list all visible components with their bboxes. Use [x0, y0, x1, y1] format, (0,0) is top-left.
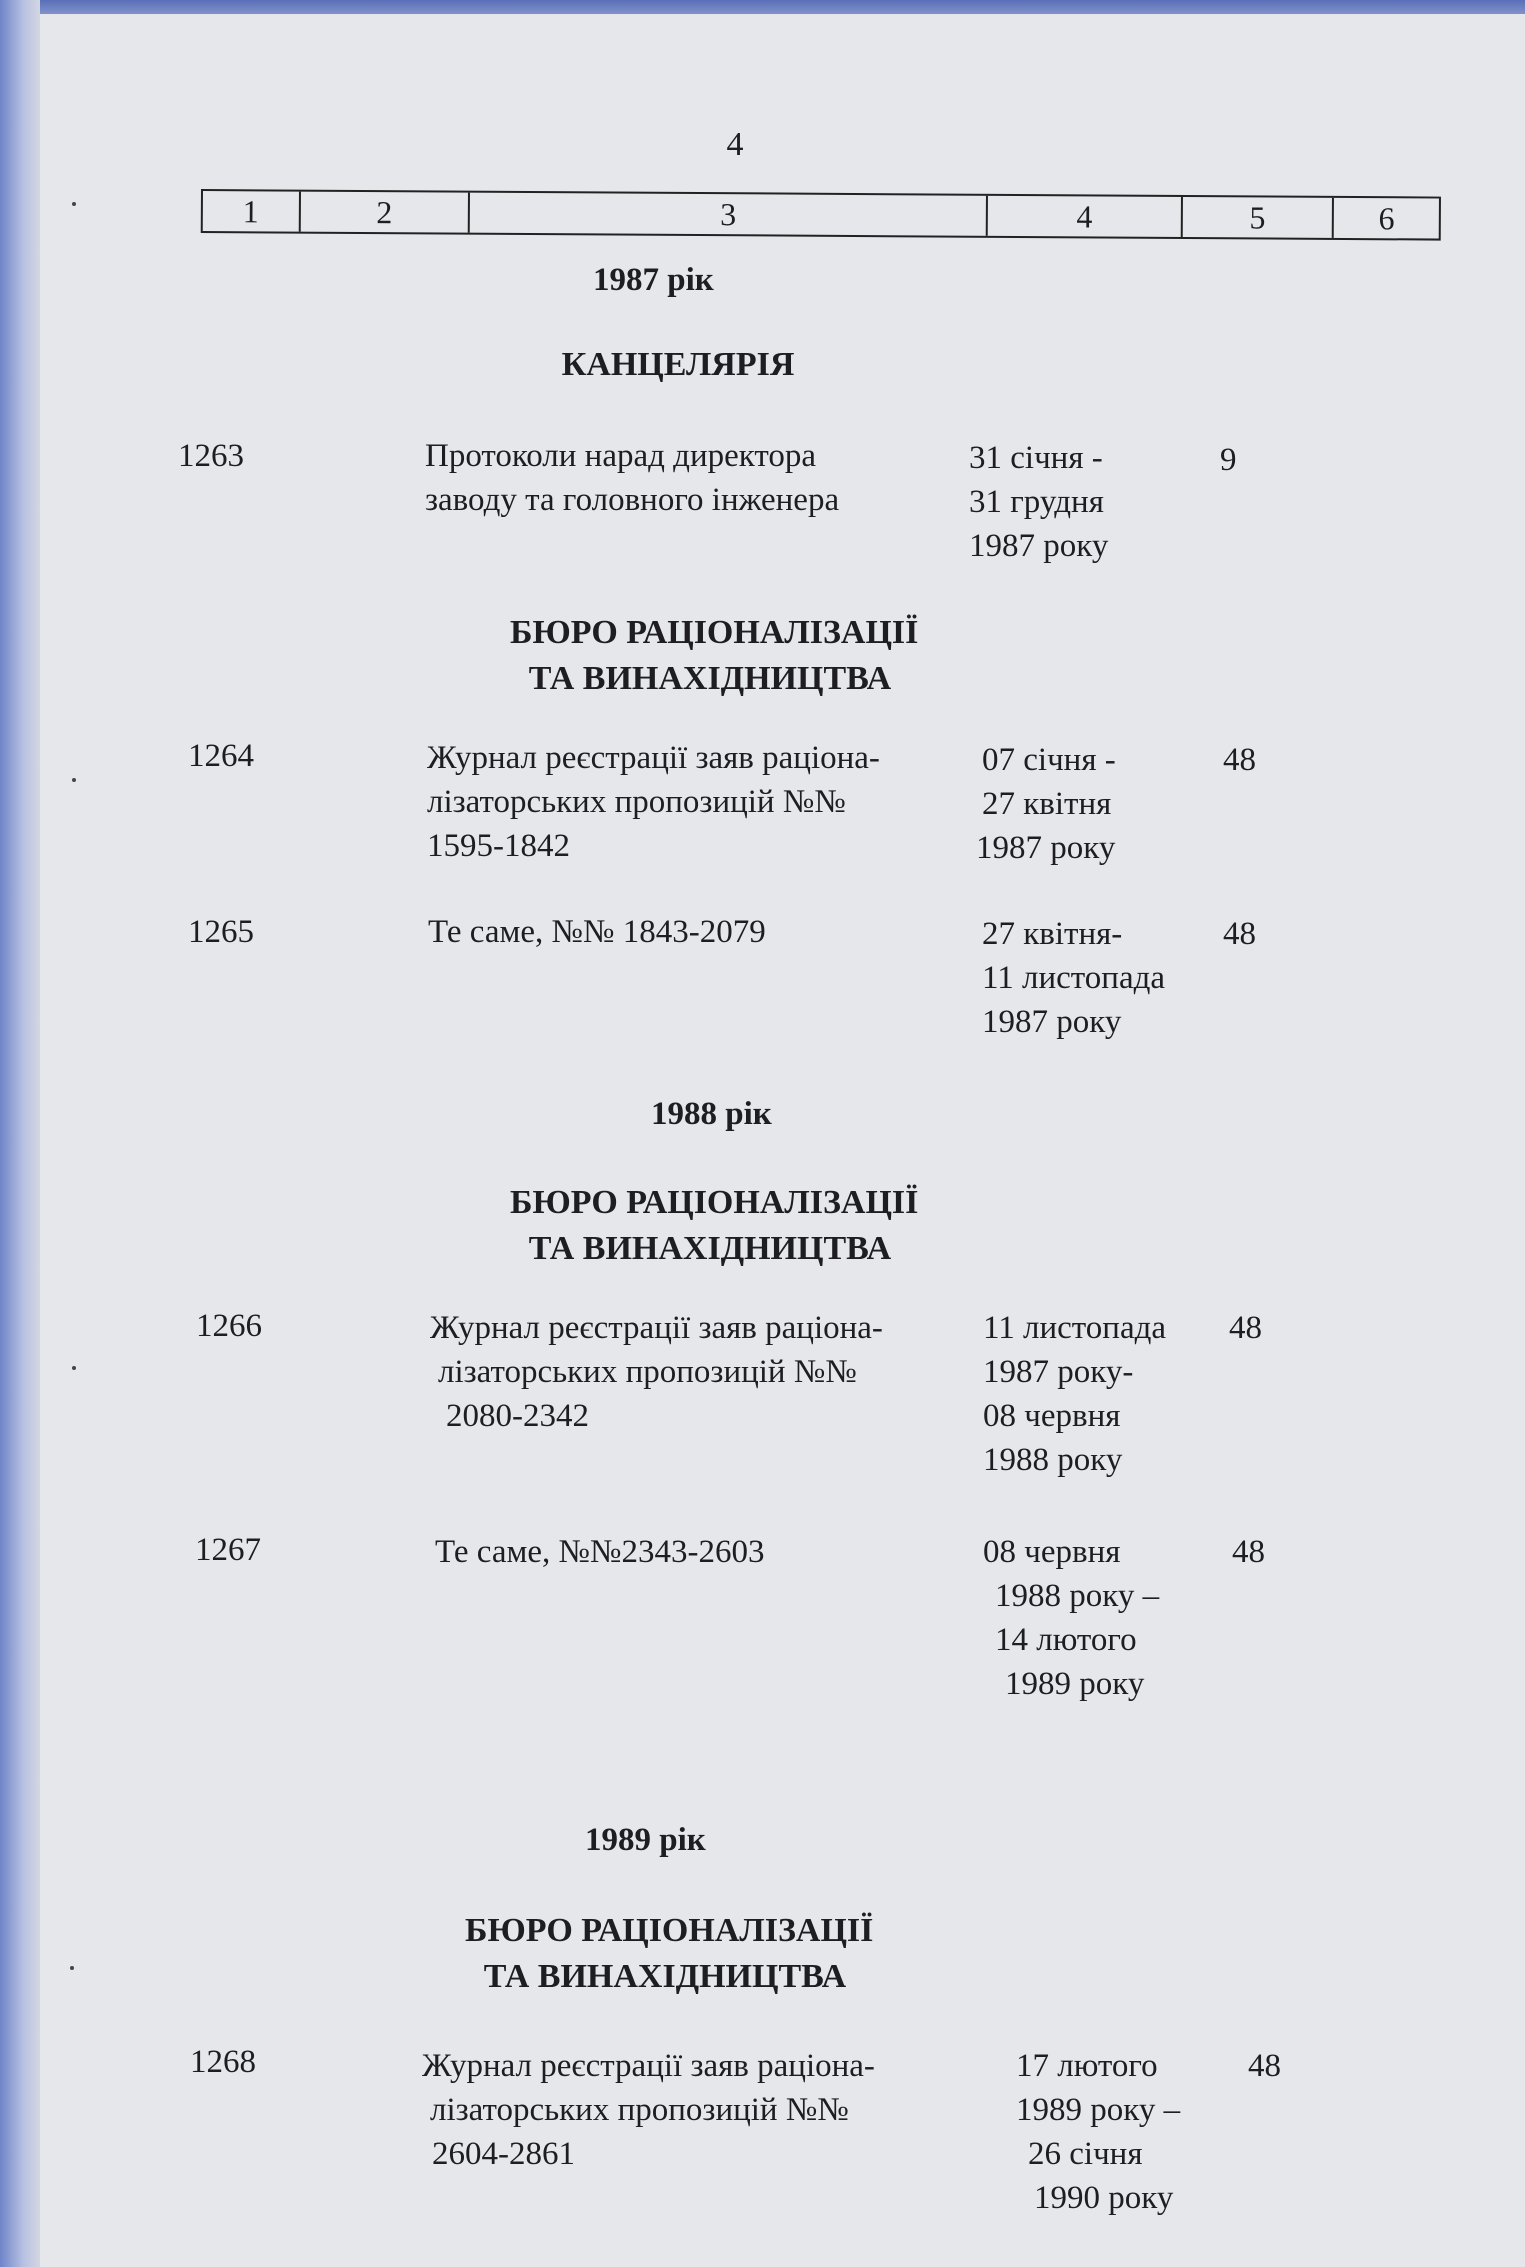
- entry-title-line: Журнал реєстрації заяв раціона-: [422, 2048, 875, 2084]
- section-heading-buro-1989: [465, 1908, 874, 2000]
- entry-date-line: 1989 року –: [1016, 2092, 1181, 2128]
- year-heading-1988: 1988 рік: [651, 1096, 772, 1132]
- entry-date-line: 14 лютого: [995, 1622, 1137, 1658]
- section-heading-line: БЮРО РАЦІОНАЛІЗАЦІЇ: [465, 1912, 874, 1949]
- entry-number: 1268: [190, 2044, 256, 2080]
- entry-title-line: лізаторських пропозицій №№: [430, 2092, 849, 2128]
- entry-date-line: 1988 року: [983, 1442, 1123, 1478]
- column-header-2: 2: [300, 192, 470, 233]
- entry-dates: [982, 912, 1165, 1044]
- entry-date-line: 1989 року: [1005, 1666, 1145, 1702]
- entry-title-line: Те саме, №№ 1843-2079: [428, 914, 766, 950]
- entry-date-line: 31 січня -: [969, 440, 1103, 476]
- document-page: [40, 14, 1525, 2267]
- entry-pages: 48: [1248, 2048, 1281, 2084]
- entry-title: [435, 1530, 764, 1574]
- entry-pages: 48: [1223, 916, 1256, 952]
- section-heading-line: ТА ВИНАХІДНИЦТВА: [528, 659, 892, 697]
- entry-title: [427, 736, 880, 868]
- section-heading-line: БЮРО РАЦІОНАЛІЗАЦІЇ: [510, 1184, 919, 1221]
- entry-title-line: 2604-2861: [432, 2136, 575, 2172]
- entry-date-line: 08 червня: [983, 1398, 1121, 1434]
- section-heading-buro-1987: [510, 610, 919, 702]
- column-header-1: 1: [203, 191, 301, 232]
- entry-date-line: 07 січня -: [982, 742, 1116, 778]
- entry-number: 1266: [196, 1308, 262, 1344]
- entry-title-line: Журнал реєстрації заяв раціона-: [430, 1310, 883, 1346]
- entry-title-line: лізаторських пропозицій №№: [438, 1354, 857, 1390]
- entry-date-line: 11 листопада: [982, 960, 1166, 996]
- margin-dot: [72, 778, 76, 782]
- entry-date-line: 08 червня: [983, 1534, 1121, 1570]
- margin-dot: [72, 1366, 76, 1370]
- column-header-5: 5: [1183, 197, 1335, 238]
- entry-date-line: 31 грудня: [969, 484, 1104, 520]
- entry-dates: [976, 738, 1116, 870]
- column-header-4: 4: [988, 196, 1183, 237]
- entry-date-line: 11 листопада: [983, 1310, 1167, 1346]
- entry-title-line: лізаторських пропозицій №№: [427, 784, 846, 820]
- binding-edge: [0, 0, 40, 2267]
- entry-date-line: 1987 року: [969, 528, 1109, 564]
- entry-dates: [1016, 2044, 1180, 2220]
- entry-date-line: 1988 року –: [995, 1578, 1160, 1614]
- entry-date-line: 1987 року: [976, 830, 1116, 866]
- section-heading-buro-1988: [510, 1180, 919, 1272]
- entry-date-line: 1987 року-: [983, 1354, 1134, 1390]
- margin-dot: [72, 202, 76, 206]
- entry-dates: [983, 1530, 1159, 1706]
- page-number: 4: [726, 126, 744, 163]
- entry-title-line: 1595-1842: [427, 828, 570, 864]
- entry-title-line: Протоколи нарад директора: [425, 438, 817, 474]
- entry-date-line: 26 січня: [1028, 2136, 1143, 2172]
- entry-date-line: 27 квітня-: [982, 916, 1123, 952]
- entry-number: 1267: [195, 1532, 261, 1568]
- entry-date-line: 27 квітня: [982, 786, 1112, 822]
- entry-title-line: Журнал реєстрації заяв раціона-: [427, 740, 880, 776]
- entry-number: 1263: [178, 438, 244, 474]
- column-header-row: [201, 189, 1441, 241]
- column-header-3: 3: [470, 193, 989, 236]
- entry-title: [425, 434, 839, 522]
- entry-pages: 9: [1220, 442, 1237, 478]
- entry-title-line: 2080-2342: [446, 1398, 589, 1434]
- margin-dot: [70, 1966, 74, 1970]
- entry-pages: 48: [1229, 1310, 1262, 1346]
- entry-pages: 48: [1223, 742, 1256, 778]
- section-heading-kanceliariia: [528, 342, 828, 388]
- entry-pages: 48: [1232, 1534, 1265, 1570]
- entry-dates: [983, 1306, 1166, 1482]
- entry-dates: [969, 436, 1108, 568]
- year-heading-1987: 1987 рік: [593, 262, 714, 298]
- entry-title: [428, 910, 766, 954]
- section-heading-line: ТА ВИНАХІДНИЦТВА: [483, 1957, 847, 1995]
- entry-number: 1264: [188, 738, 254, 774]
- entry-title-line: Те саме, №№2343-2603: [435, 1534, 765, 1570]
- entry-number: 1265: [188, 914, 254, 950]
- entry-date-line: 17 лютого: [1016, 2048, 1158, 2084]
- entry-title-line: заводу та головного інженера: [425, 482, 840, 518]
- section-heading-line: БЮРО РАЦІОНАЛІЗАЦІЇ: [510, 614, 919, 651]
- entry-date-line: 1990 року: [1034, 2180, 1174, 2216]
- column-header-6: 6: [1378, 200, 1395, 237]
- entry-title: [430, 1306, 883, 1438]
- entry-date-line: 1987 року: [982, 1004, 1122, 1040]
- year-heading-1989: 1989 рік: [585, 1822, 706, 1858]
- section-heading-line: КАНЦЕЛЯРІЯ: [561, 346, 795, 383]
- entry-title: [422, 2044, 875, 2176]
- section-heading-line: ТА ВИНАХІДНИЦТВА: [528, 1229, 892, 1267]
